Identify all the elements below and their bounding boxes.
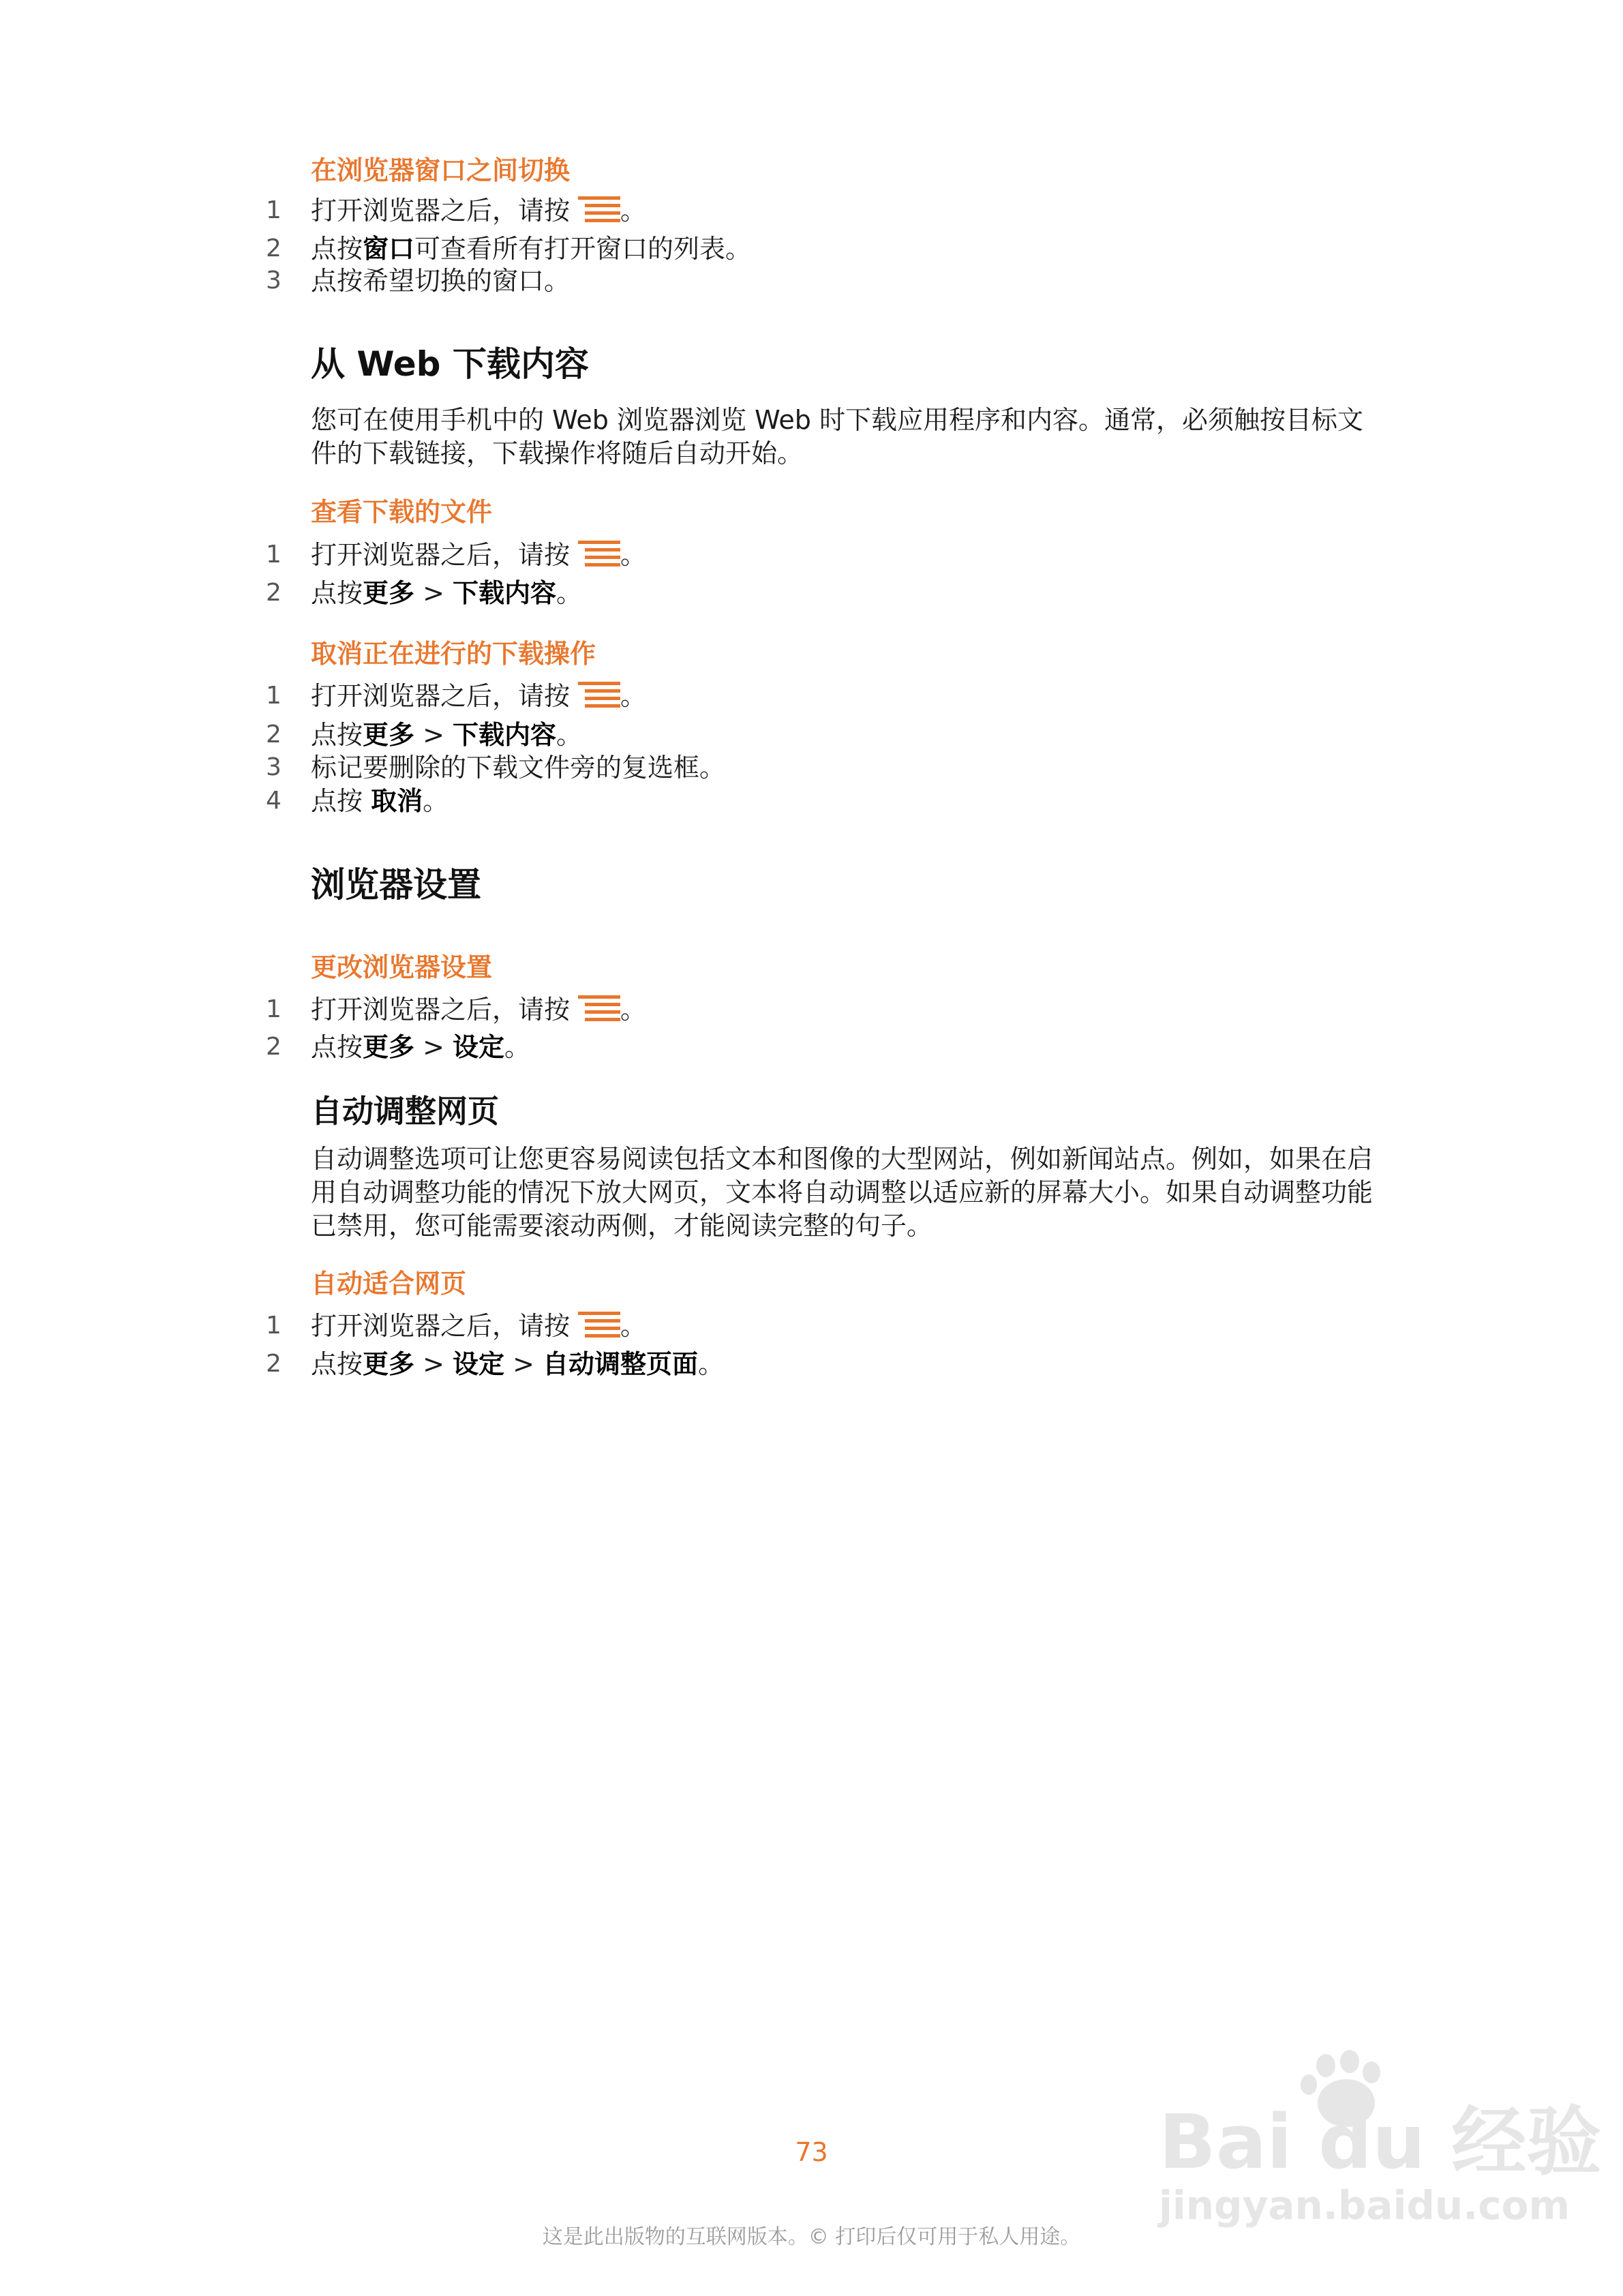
paragraph-auto-fit: 自动调整选项可让您更容易阅读包括文本和图像的大型网站，例如新闻站点。例如，如果在启用自动调整功能的情况下放大网页，文本将自动调整以适应新的屏幕大小。如果自动调整功能已禁用，您可能需要滚动两侧，才能阅读完整的句子。 — [311, 1144, 1374, 1241]
step-text: 打开浏览器之后，请按 。 — [311, 540, 647, 570]
step-number: 2 — [266, 1350, 282, 1378]
step-number: 3 — [266, 753, 282, 781]
footer-notice: 这是此出版物的互联网版本。© 打印后仅可用于私人用途。 — [542, 2225, 1081, 2249]
menu-icon — [578, 541, 620, 568]
subheading-change-settings: 更改浏览器设置 — [311, 952, 493, 982]
watermark-brand: Bai du 经验 — [1159, 2098, 1602, 2186]
ui-term: 更多 — [363, 1349, 415, 1379]
subheading-cancel-download: 取消正在进行的下载操作 — [311, 639, 596, 669]
step-text: 点按更多 > 设定 > 自动调整页面。 — [311, 1349, 725, 1379]
ui-term: 取消 — [371, 786, 423, 816]
step-text: 打开浏览器之后，请按 。 — [311, 681, 647, 711]
step-number: 1 — [266, 1312, 282, 1340]
ui-term: 下载内容 — [453, 578, 557, 608]
subheading-view-downloads: 查看下载的文件 — [311, 497, 493, 527]
step-number: 1 — [266, 541, 282, 569]
step-number: 1 — [266, 682, 282, 710]
ui-term: 下载内容 — [453, 720, 557, 750]
menu-icon — [578, 682, 620, 709]
step-text: 点按希望切换的窗口。 — [311, 266, 571, 296]
step-number: 3 — [266, 267, 282, 294]
ui-term: 设定 — [453, 1032, 505, 1062]
step-number: 1 — [266, 995, 282, 1023]
ui-term: 更多 — [363, 1032, 415, 1062]
heading-download: 从 Web 下载内容 — [311, 344, 589, 384]
subheading-switch-windows: 在浏览器窗口之间切换 — [311, 155, 571, 185]
menu-icon — [578, 995, 620, 1023]
step-text: 点按 取消。 — [311, 786, 449, 816]
subheading-auto-fit-page: 自动适合网页 — [311, 1269, 467, 1299]
step-text: 点按更多 > 设定。 — [311, 1032, 531, 1062]
step-number: 2 — [266, 235, 282, 262]
step-text: 标记要删除的下载文件旁的复选框。 — [311, 753, 726, 783]
step-text: 点按更多 > 下载内容。 — [311, 578, 583, 608]
step-number: 4 — [266, 787, 282, 815]
menu-icon — [578, 196, 620, 224]
step-number: 2 — [266, 1033, 282, 1061]
ui-term: 更多 — [363, 720, 415, 750]
ui-term: 设定 — [453, 1349, 505, 1379]
step-text: 打开浏览器之后，请按 。 — [311, 995, 647, 1025]
heading-auto-fit: 自动调整网页 — [311, 1093, 499, 1130]
step-text: 打开浏览器之后，请按 。 — [311, 1311, 647, 1341]
step-text: 点按更多 > 下载内容。 — [311, 720, 583, 750]
ui-term: 窗口 — [363, 234, 415, 264]
menu-icon — [578, 1312, 620, 1339]
step-number: 2 — [266, 721, 282, 749]
heading-browser-settings: 浏览器设置 — [311, 865, 481, 905]
ui-term: 更多 — [363, 578, 415, 608]
step-number: 1 — [266, 196, 282, 224]
watermark-url: jingyan.baidu.com — [1159, 2182, 1570, 2229]
ui-term: 自动调整页面 — [543, 1349, 699, 1379]
paragraph-download: 您可在使用手机中的 Web 浏览器浏览 Web 时下载应用程序和内容。通常，必须触按目标文件的下载链接，下载操作将随后自动开始。 — [311, 405, 1364, 468]
step-text: 打开浏览器之后，请按 。 — [311, 196, 647, 226]
step-number: 2 — [266, 579, 282, 607]
page-number: 73 — [795, 2137, 828, 2167]
step-text: 点按窗口可查看所有打开窗口的列表。 — [311, 234, 752, 264]
